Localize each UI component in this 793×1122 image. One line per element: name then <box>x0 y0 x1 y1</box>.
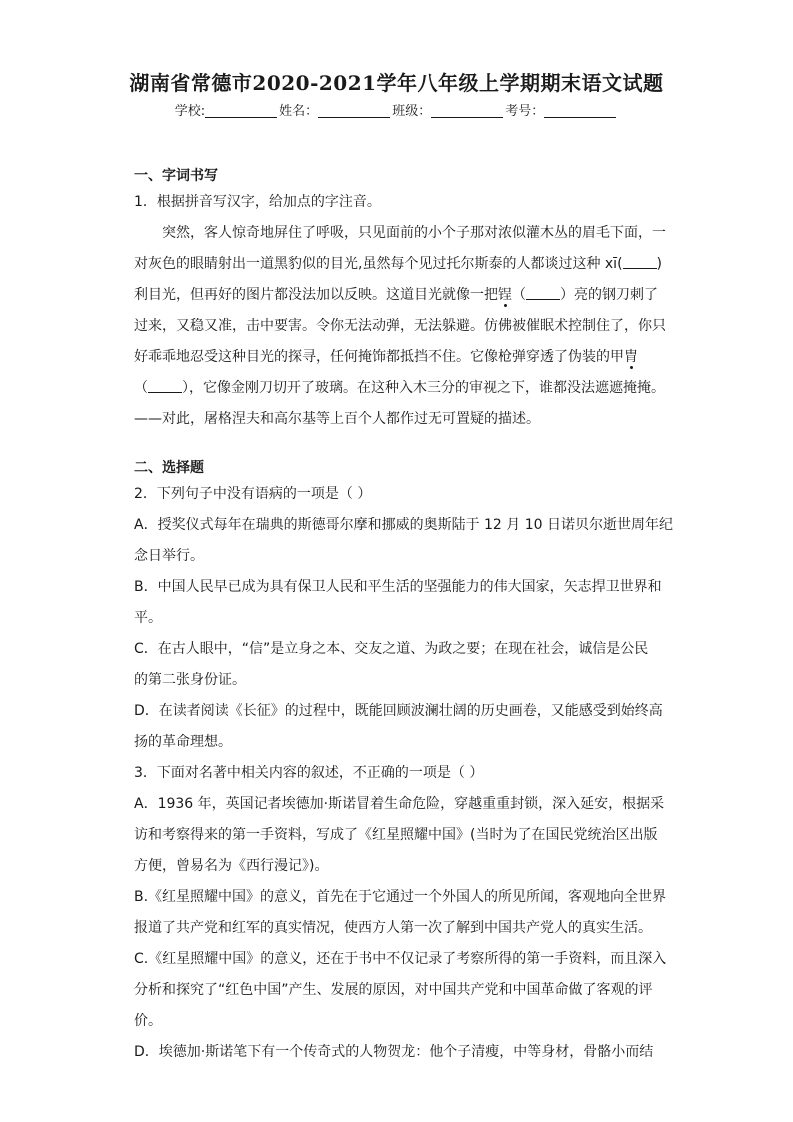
section1-heading: 一、字词书写 <box>134 168 218 184</box>
q1-passage-line-1: 突然，客人惊奇地屏住了呼吸，只见面前的小个子那对浓似灌木丛的眉毛下面，一 <box>162 225 666 241</box>
name-field[interactable] <box>318 103 390 118</box>
q1-l5-text: 好乖乖地忍受这种目光的探寻，任何掩饰都抵挡不住。它像枪弹穿透了伪装的甲 <box>134 349 624 365</box>
q1-blank-xi[interactable] <box>623 256 657 269</box>
exam-title: 湖南省常德市2020-2021学年八年级上学期期末语文试题 <box>129 71 664 95</box>
q1-passage-line-7: ——对此，屠格涅夫和高尔基等上百个人都作过无可置疑的描述。 <box>134 411 540 427</box>
q1-passage-line-2 <box>134 254 662 274</box>
q2-option-c-line-1[interactable]: C．在古人眼中，“信”是立身之本、交友之道、为政之要；在现在社会，诚信是公民 <box>134 641 649 657</box>
q3-option-a-line-1[interactable]: A．1936 年，英国记者埃德加·斯诺冒着生命危险，穿越重重封锁，深入延安，根据采 <box>134 796 665 812</box>
q1-dotted-char-zeng: 锃 <box>498 287 512 303</box>
q1-passage-line-4: 过来，又稳又准，击中要害。令你无法动弹，无法躲避。仿佛被催眠术控制住了，你只 <box>134 318 666 334</box>
q3-option-a-line-2[interactable]: 访和考察得来的第一手资料，写成了《红星照耀中国》(当时为了在国民党统治区出版 <box>134 827 658 843</box>
q1-stem: 1．根据拼音写汉字，给加点的字注音。 <box>134 194 381 210</box>
exam-no-field[interactable] <box>544 103 616 118</box>
name-label: 姓名： <box>279 104 319 119</box>
q1-dotted-char-zhou: 胄 <box>624 349 638 365</box>
q3-stem: 3．下面对名著中相关内容的叙述，不正确的一项是（ ） <box>134 765 484 781</box>
q2-option-d-line-1[interactable]: D．在读者阅读《长征》的过程中，既能回顾波澜壮阔的历史画卷，又能感受到始终高 <box>134 703 663 719</box>
q3-option-d-line-1[interactable]: D．埃德加·斯诺笔下有一个传奇式的人物贺龙：他个子清瘦，中等身材，骨骼小而结 <box>134 1044 654 1060</box>
q2-option-b-line-2[interactable]: 平。 <box>134 610 162 626</box>
section2-heading: 二、选择题 <box>134 460 204 476</box>
q1-blank-zhou[interactable] <box>148 380 182 393</box>
q1-l3-text: 利目光，但再好的图片都没法加以反映。这道目光就像一把 <box>134 287 498 303</box>
q3-option-b-line-1[interactable]: B.《红星照耀中国》的意义，首先在于它通过一个外国人的所见所闻，客观地向全世界 <box>134 889 667 905</box>
q3-option-c-line-3[interactable]: 价。 <box>134 1013 162 1029</box>
q1-l3-rest: ）亮的钢刀刺了 <box>560 287 658 303</box>
q3-option-b-line-2[interactable]: 报道了共产党和红军的真实情况，使西方人第一次了解到中国共产党人的真实生活。 <box>134 920 652 936</box>
exam-no-label: 考号： <box>505 104 545 119</box>
class-label: 班级： <box>392 104 432 119</box>
q1-l6-open: （ <box>134 380 148 396</box>
q2-option-c-line-2[interactable]: 的第二张身份证。 <box>134 672 246 688</box>
q2-option-a-line-1[interactable]: A．授奖仪式每年在瑞典的斯德哥尔摩和挪威的奥斯陆于 12 月 10 日诺贝尔逝世周年纪 <box>134 517 674 533</box>
q1-blank-zeng[interactable] <box>526 287 560 300</box>
q1-passage-line-5 <box>134 347 638 367</box>
q3-option-c-line-2[interactable]: 分析和探究了“红色中国”产生、发展的原因，对中国共产党和中国革命做了客观的评 <box>134 982 653 998</box>
q2-stem: 2．下列句子中没有语病的一项是（ ） <box>134 486 372 502</box>
q3-option-c-line-1[interactable]: C.《红星照耀中国》的意义，还在于书中不仅记录了考察所得的第一手资料，而且深入 <box>134 951 667 967</box>
q1-passage-line-3 <box>134 285 658 305</box>
school-label: 学校: <box>174 104 206 119</box>
school-field[interactable] <box>205 103 277 118</box>
q1-l2-text: 对灰色的眼睛射出一道黑豹似的目光,虽然每个见过托尔斯泰的人都谈过这种 xī( <box>134 256 623 272</box>
q3-option-a-line-3[interactable]: 方便，曾易名为《西行漫记》)。 <box>134 858 329 874</box>
q1-passage-line-6 <box>134 378 665 398</box>
q1-l6-text: ），它像金刚刀切开了玻璃。在这种入木三分的审视之下，谁都没法遮遮掩掩。 <box>182 380 665 396</box>
q2-option-b-line-1[interactable]: B．中国人民早已成为具有保卫人民和平生活的坚强能力的伟大国家，矢志捍卫世界和 <box>134 579 662 595</box>
q2-option-d-line-2[interactable]: 扬的革命理想。 <box>134 734 232 750</box>
class-field[interactable] <box>431 103 503 118</box>
q1-l3-open: （ <box>512 287 526 303</box>
student-info-line <box>0 102 793 122</box>
q2-option-a-line-2[interactable]: 念日举行。 <box>134 548 204 564</box>
q1-l2-close: ) <box>656 256 663 272</box>
